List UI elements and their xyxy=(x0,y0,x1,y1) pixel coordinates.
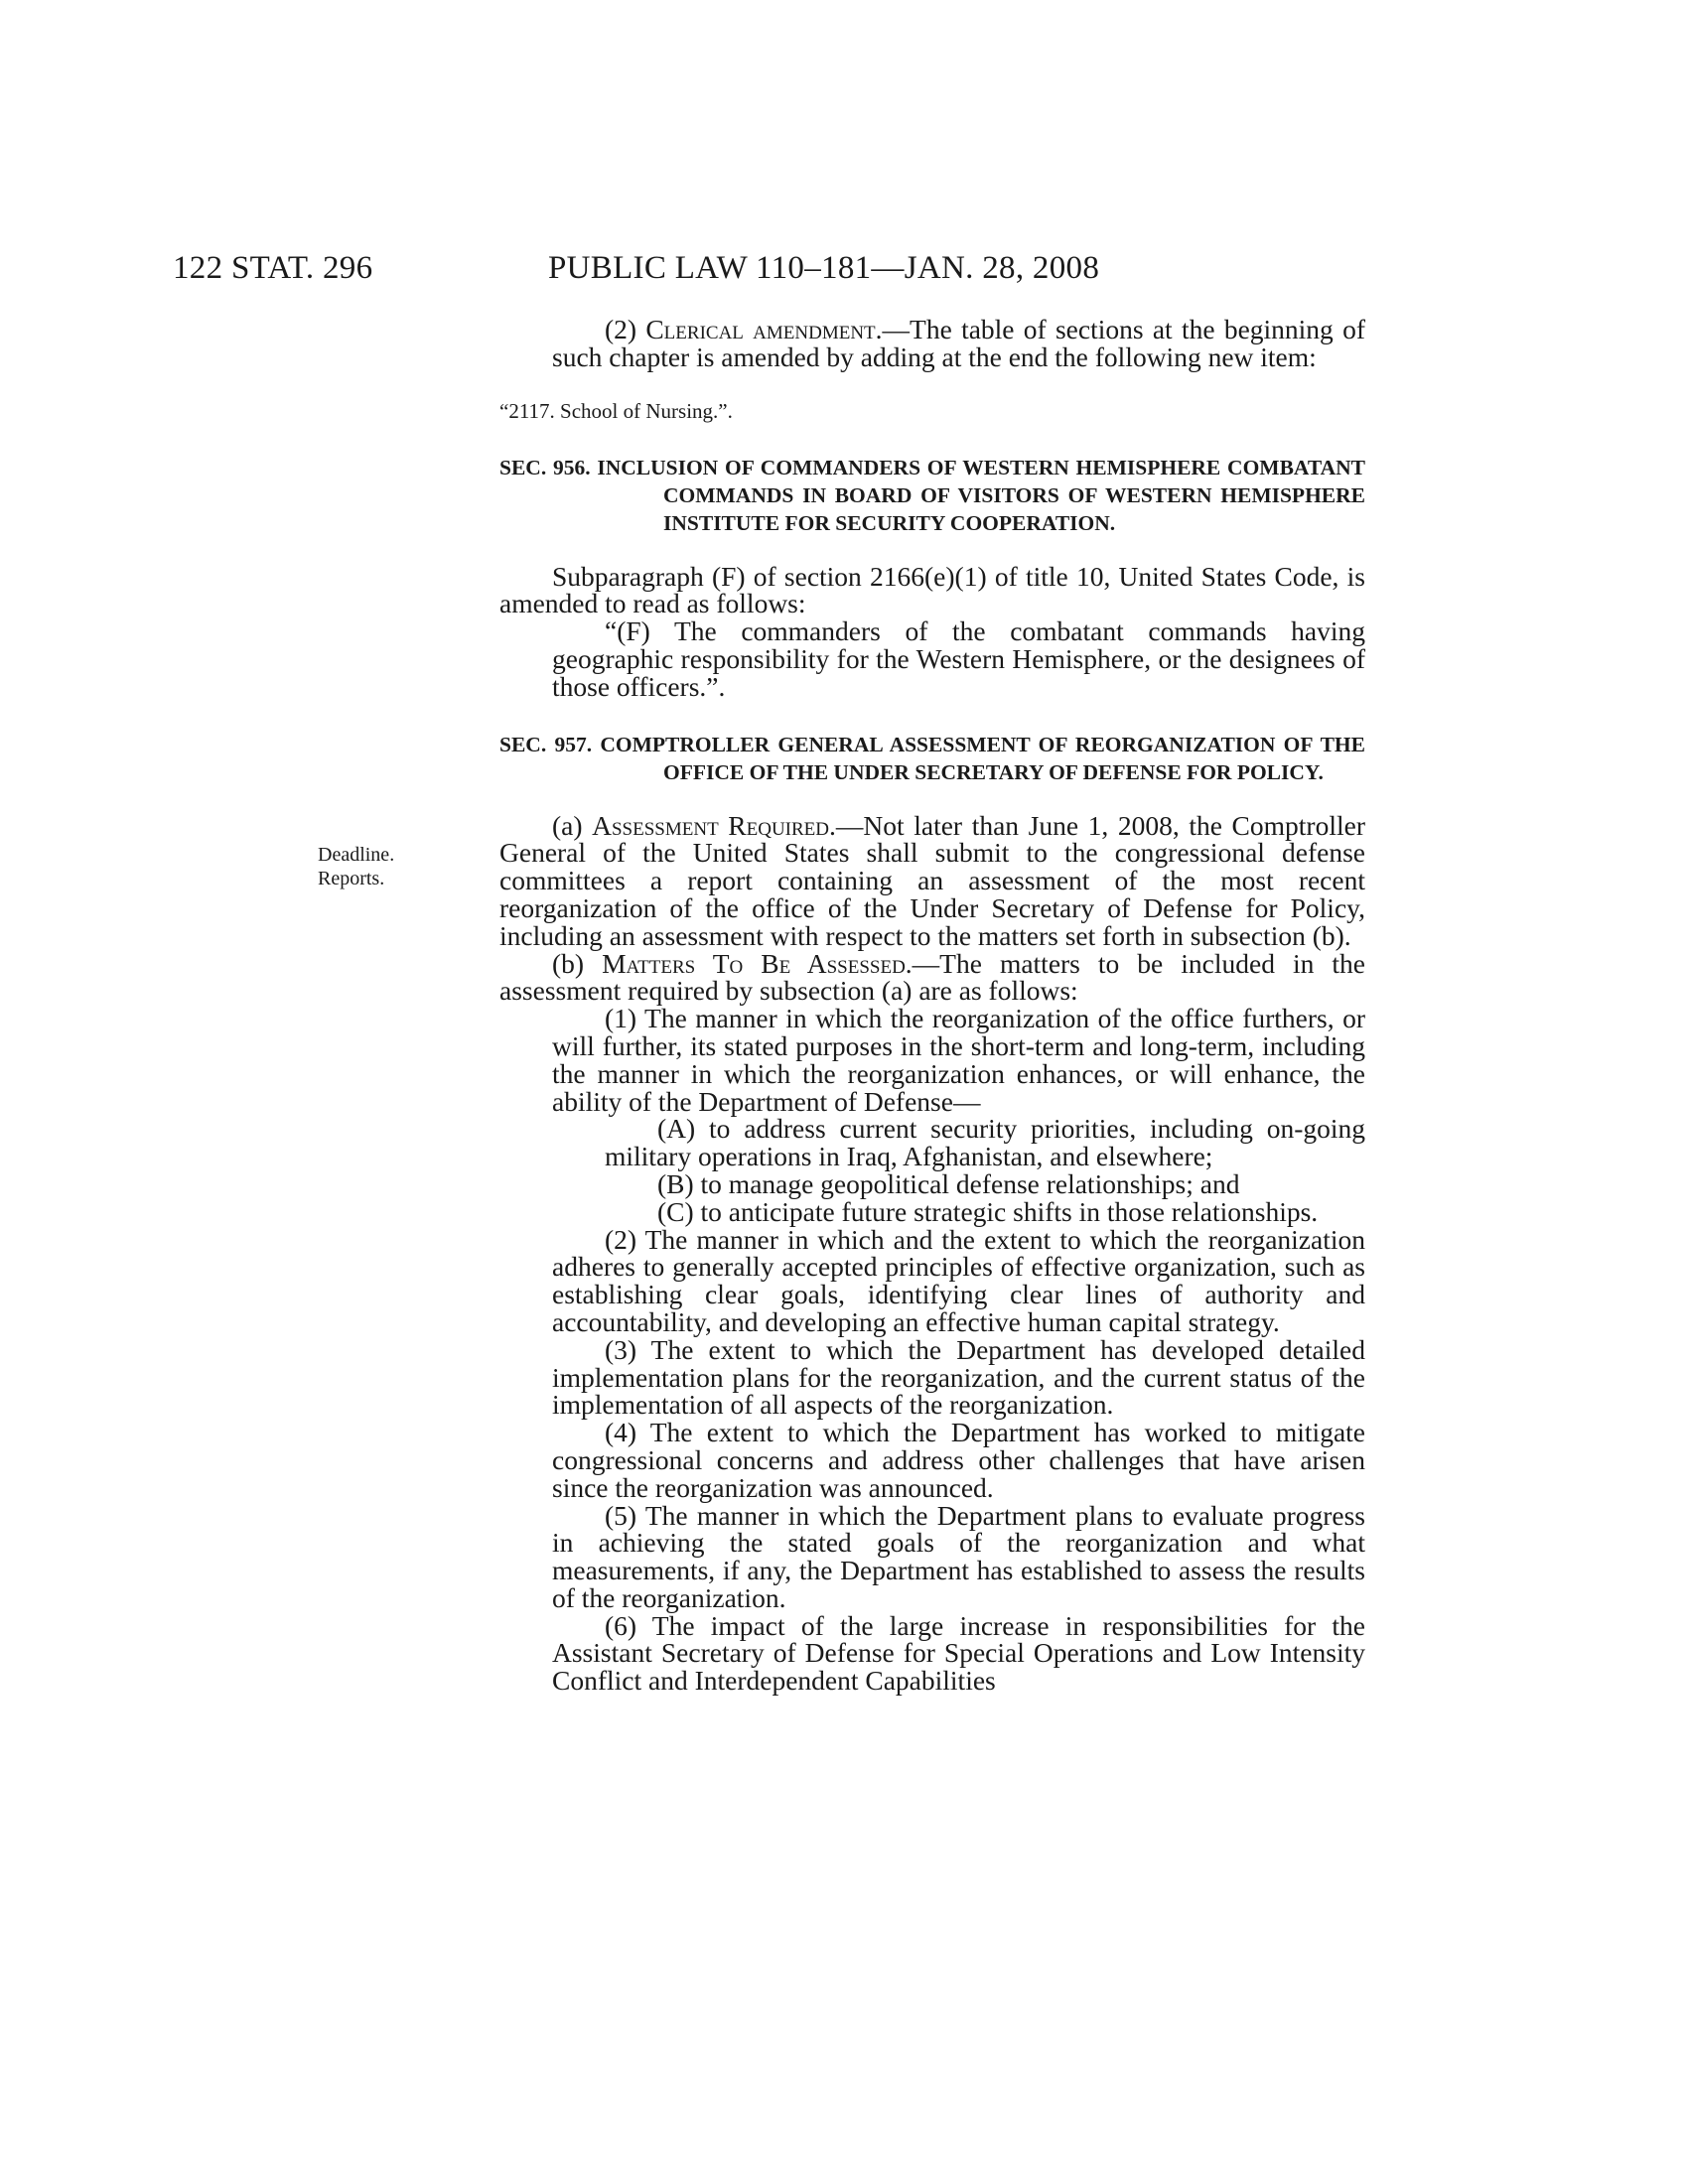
subsection-b-text: .—The matters to be included in the assessment required by subsection (a) are as follows: xyxy=(499,947,1365,1007)
section-956-quoted-text: “(F) The commanders of the combatant commands having geographic responsibility for the Western Hemisphere, or the designees of those officers.”. xyxy=(552,615,1365,702)
page-reference: 122 STAT. 296 xyxy=(173,250,373,286)
paragraph-6: (6) The impact of the large increase in responsibilities for the Assistant Secretary of Defense for Special Operations and Low Intensity Conflict and Interdependent Capabilities xyxy=(552,1609,1365,1697)
section-956-heading: SEC. 956. INCLUSION OF COMMANDERS OF WESTERN HEMISPHERE COMBATANT COMMANDS IN BOARD OF VISITORS OF WESTERN HEMISPHERE INSTITUTE FOR SECURITY COOPERATION. xyxy=(499,455,1365,535)
spacer xyxy=(499,537,1365,563)
subsection-b-matters-assessed xyxy=(499,947,1365,1007)
clerical-amendment-text: .—The table of sections at the beginning of such chapter is amended by adding at the end the following new item: xyxy=(552,314,1365,372)
subparagraph-1B: (B) to manage geopolitical defense relationships; and xyxy=(657,1167,1240,1199)
paragraph-4: (4) The extent to which the Department has worked to mitigate congressional concerns and address other challenges that have arisen since the reorganization was announced. xyxy=(552,1417,1365,1503)
section-956-paragraph: Subparagraph (F) of section 2166(e)(1) of title 10, United States Code, is amended to read as follows: xyxy=(499,560,1365,619)
table-item-2117: “2117. School of Nursing.”. xyxy=(499,398,733,423)
subsection-a-heading: Assessment Required xyxy=(592,809,830,841)
paragraph-3: (3) The extent to which the Department has developed detailed implementation plans for the reorganization, and the current status of the implementation of all aspects of the reorganization. xyxy=(552,1333,1365,1421)
subsection-a-assessment-required xyxy=(499,809,1365,951)
clerical-amendment-number: (2) xyxy=(605,314,646,344)
subparagraph-1A: (A) to address current security priorities, including on-going military operations in Iraq, Afghanistan, and elsewhere; xyxy=(605,1113,1365,1172)
subsection-a-number: (a) xyxy=(552,809,593,841)
main-text-column xyxy=(499,316,1365,1695)
subparagraph-1C: (C) to anticipate future strategic shifts in those relationships. xyxy=(657,1195,1319,1227)
margin-notes xyxy=(318,843,394,890)
subsection-a-text: .—Not later than June 1, 2008, the Comptroller General of the United States shall submit to the congressional defense committees a report containing an assessment of the most recent reorganization of the office of the Under Secretary of Defense for Policy, including an assessment with respect to the matters set forth in subsection (b). xyxy=(499,809,1365,951)
margin-note-reports: Reports. xyxy=(318,868,385,889)
subsection-b-number: (b) xyxy=(552,947,603,979)
spacer xyxy=(499,786,1365,812)
section-957-heading: SEC. 957. COMPTROLLER GENERAL ASSESSMENT OF REORGANIZATION OF THE OFFICE OF THE UNDER SECRETARY OF DEFENSE FOR POLICY. xyxy=(499,732,1365,784)
margin-note-deadline: Deadline. xyxy=(318,844,395,866)
clerical-amendment-paragraph xyxy=(499,316,1365,371)
subsection-b-heading: Matters To Be Assessed xyxy=(602,947,906,979)
running-header-title: PUBLIC LAW 110–181—JAN. 28, 2008 xyxy=(548,250,1100,286)
paragraph-2: (2) The manner in which and the extent to which the reorganization adheres to generally accepted principles of effective organization, such as establishing clear goals, identifying clear lines of authority and accountability, and developing an effective human capital strategy. xyxy=(552,1223,1365,1337)
paragraph-5: (5) The manner in which the Department plans to evaluate progress in achieving the stated goals of the reorganization and what measurements, if any, the Department has established to assess the results of the reorganization. xyxy=(552,1499,1365,1613)
paragraph-1: (1) The manner in which the reorganization of the office furthers, or will further, its stated purposes in the short-term and long-term, including the manner in which the reorganization enhances, or will enhance, the ability of the Department of Defense— xyxy=(552,1003,1365,1117)
clerical-amendment-heading: Clerical amendment xyxy=(645,314,876,344)
